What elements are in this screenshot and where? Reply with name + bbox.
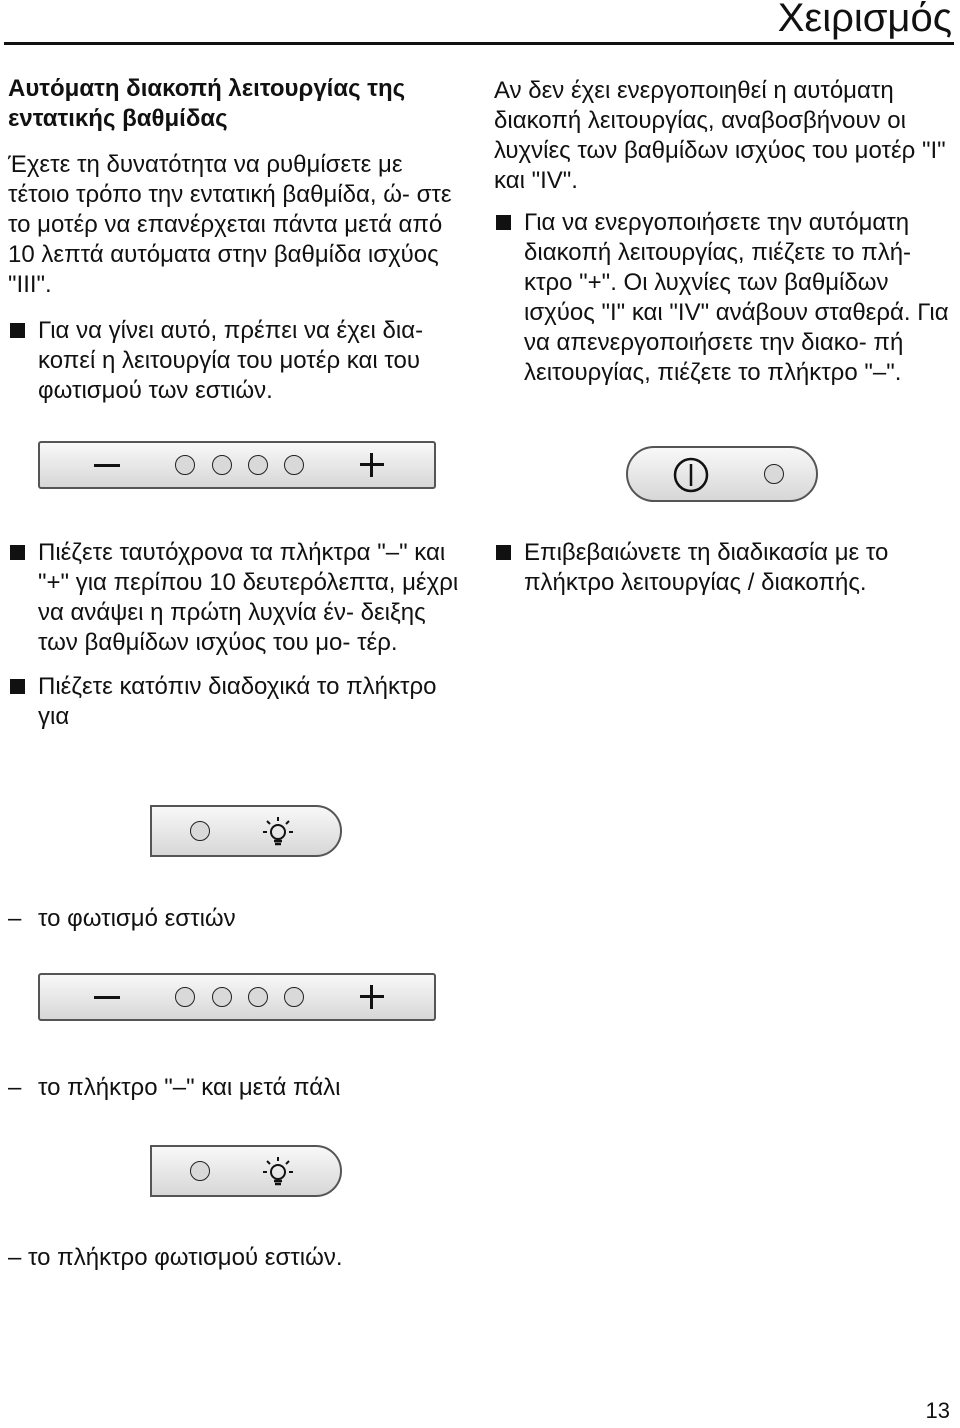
bullet-item: [494, 538, 949, 598]
bullet-item: [494, 208, 949, 388]
status-lamp: [764, 464, 784, 484]
step-item: [8, 1073, 340, 1103]
level-lamp-2: [212, 455, 232, 475]
bullet-item: [8, 538, 468, 658]
control-panel-light: [150, 1145, 342, 1197]
bullet-square-icon: [496, 215, 511, 230]
page-title: Χειρισμός: [777, 0, 952, 40]
bullet-square-icon: [10, 679, 25, 694]
intro-paragraph: Έχετε τη δυνατότητα να ρυθμίσετε με τέτοιο τρόπο την εντατική βαθμίδα, ώ- στε το μοτέρ να επανέρχεται πάντα μετά από 10 λεπτά αυτόματα στην βαθμίδα ισχύος "III".: [8, 151, 452, 298]
level-lamp-3: [248, 455, 268, 475]
step-text: το πλήκτρο φωτισμού εστιών.: [28, 1244, 343, 1271]
bullet-square-icon: [496, 545, 511, 560]
bullet-text: Για να ενεργοποιήσετε την αυτόματη διακοπή λειτουργίας, πιέζετε το πλή- κτρο "+". Οι λυχνίες των βαθμίδων ισχύος "I" και "IV" ανάβουν σταθερά. Για να απενεργοποιήσετε την διακο- πή λειτουργίας, πιέζετε το πλήκτρο "–".: [524, 209, 949, 386]
control-panel-light: [150, 805, 342, 857]
plus-button[interactable]: [360, 453, 384, 477]
bullet-text: Πιέζετε ταυτόχρονα τα πλήκτρα "–" και "+" για περίπου 10 δευτερόλεπτα, μέχρι να ανάψει η πρώτη λυχνία έν- δειξης των βαθμίδων ισχύος του μο- τέρ.: [38, 539, 459, 656]
level-lamp-2: [212, 987, 232, 1007]
light-button-icon[interactable]: [260, 815, 296, 851]
section-heading: Αυτόματη διακοπή λειτουργίας της εντατικής βαθμίδας: [8, 75, 406, 132]
control-panel-power-levels: [38, 973, 436, 1021]
bullet-text: Επιβεβαιώνετε τη διαδικασία με το πλήκτρο λειτουργίας / διακοπής.: [524, 539, 889, 596]
plus-button[interactable]: [360, 985, 384, 1009]
control-panel-power: [626, 446, 818, 502]
control-panel-power-levels: [38, 441, 436, 489]
header-rule: [4, 42, 954, 45]
bullet-text: Για να γίνει αυτό, πρέπει να έχει δια- κοπεί η λειτουργία του μοτέρ και του φωτισμού των εστιών.: [38, 317, 424, 404]
lower-right-column: [494, 538, 949, 598]
bullet-square-icon: [10, 545, 25, 560]
step-dash: –: [8, 905, 22, 932]
intro-paragraph: Αν δεν έχει ενεργοποιηθεί η αυτόματη διακοπή λειτουργίας, αναβοσβήνουν οι λυχνίες των βαθμίδων ισχύος του μοτέρ "I" και "IV".: [494, 77, 946, 194]
lower-left-column: [8, 538, 468, 732]
light-lamp: [190, 1161, 210, 1181]
step-dash: –: [8, 1074, 22, 1101]
left-column: [8, 74, 458, 406]
level-lamp-4: [284, 455, 304, 475]
level-lamp-1: [175, 987, 195, 1007]
step-item: [8, 904, 236, 934]
level-lamp-3: [248, 987, 268, 1007]
right-column: [494, 76, 949, 388]
bullet-item: [8, 672, 468, 732]
level-lamp-4: [284, 987, 304, 1007]
step-dash: –: [8, 1244, 22, 1271]
light-button-icon[interactable]: [260, 1155, 296, 1191]
step-item: [8, 1243, 343, 1273]
power-button-icon[interactable]: [672, 456, 710, 494]
step-text: το φωτισμό εστιών: [38, 905, 236, 932]
minus-button[interactable]: [94, 464, 120, 467]
bullet-square-icon: [10, 323, 25, 338]
minus-button[interactable]: [94, 996, 120, 999]
light-lamp: [190, 821, 210, 841]
level-lamp-1: [175, 455, 195, 475]
bullet-item: [8, 316, 458, 406]
page-number: 13: [925, 1398, 950, 1423]
step-text: το πλήκτρο "–" και μετά πάλι: [38, 1074, 341, 1101]
bullet-text: Πιέζετε κατόπιν διαδοχικά το πλήκτρο για: [38, 673, 437, 730]
